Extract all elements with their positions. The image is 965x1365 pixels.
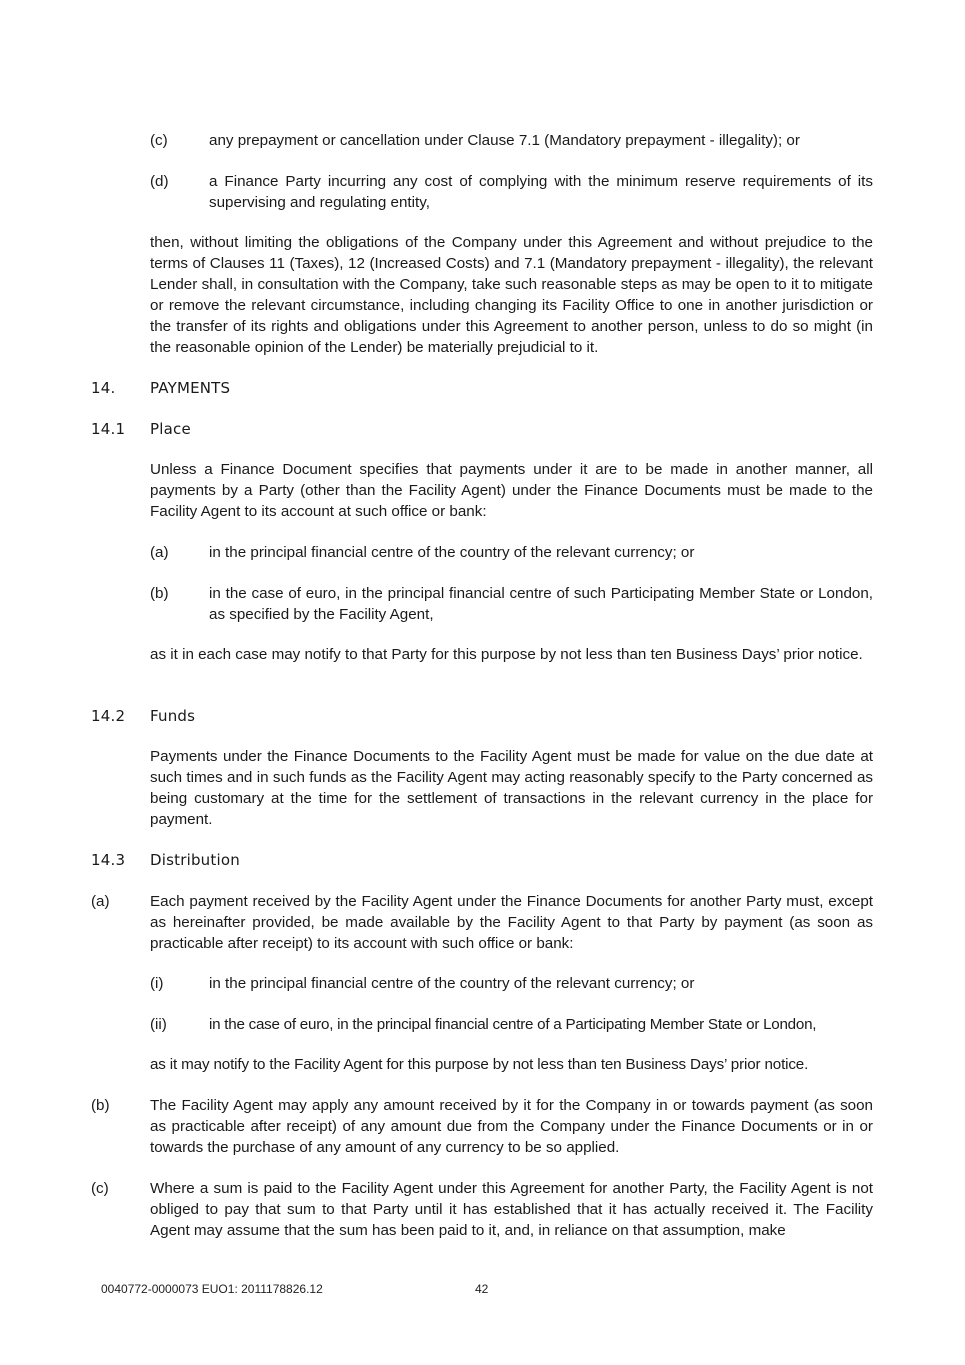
place-intro: Unless a Finance Document specifies that payments under it are to be made in another manner, all payments by a Party (other than the Facility Agent) under the Finance Documents must be made to the Facility Agent to its account at such office or bank: (150, 461, 873, 520)
distribution-label-b: (b) (91, 1097, 110, 1114)
subsection-title-place: Place (150, 420, 191, 438)
distribution-sub-text-ii: in the case of euro, in the principal financial centre of a Participating Member State or London, (209, 1016, 817, 1033)
place-item-label-a: (a) (150, 544, 169, 561)
distribution-sub-label-i: (i) (150, 975, 164, 992)
then-paragraph: then, without limiting the obligations of the Company under this Agreement and without prejudice to the terms of Clauses 11 (Taxes), 12 (Increased Costs) and 7.1 (Mandatory prepayment - illegality), the relevant Lender shall, in consultation with the Company, take such reasonable steps as may be open to it to mitigate or remove the relevant circumstance, including changing its Facility Office to one in another jurisdiction or the transfer of its rights and obligations under this Agreement to another person, unless to do so might (in the reasonable opinion of the Lender) be materially prejudicial to it. (150, 234, 873, 356)
distribution-label-a: (a) (91, 893, 110, 910)
item-text-d: a Finance Party incurring any cost of complying with the minimum reserve requirements of its supervising and regulating entity, (209, 173, 873, 211)
subsection-number-14-3: 14.3 (91, 851, 126, 869)
subsection-title-distribution: Distribution (150, 851, 240, 869)
place-closing: as it in each case may notify to that Party for this purpose by not less than ten Business Days’ prior notice. (150, 646, 863, 663)
distribution-text-b: The Facility Agent may apply any amount received by it for the Company in or towards payment (as soon as practicable after receipt) of any amount due from the Company under the Finance Documents or in or towards the purchase of any amount of any currency to be so applied. (150, 1097, 873, 1156)
distribution-text-c: Where a sum is paid to the Facility Agent under this Agreement for another Party, the Facility Agent is not obliged to pay that sum to that Party until it has established that it has actually received it. The Facility Agent may assume that the sum has been paid to it, and, in reliance on that assumption, make (150, 1180, 873, 1239)
subsection-number-14-2: 14.2 (91, 707, 126, 725)
footer-doc-ref: 0040772-0000073 EUO1: 2011178826.12 (101, 1282, 323, 1296)
distribution-sub-label-ii: (ii) (150, 1016, 167, 1033)
funds-paragraph: Payments under the Finance Documents to the Facility Agent must be made for value on the due date at such times and in such funds as the Facility Agent may acting reasonably specify to the Party concerned as being customary at the time for the settlement of transactions in the relevant currency in the place for payment. (150, 748, 873, 828)
footer-page-number: 42 (475, 1282, 489, 1296)
distribution-text-a: Each payment received by the Facility Agent under the Finance Documents for another Party must, except as hereinafter provided, be made available by the Facility Agent to that Party by payment (as soon as practicable after receipt) to its account with such office or bank: (150, 893, 873, 952)
item-label-d: (d) (150, 173, 169, 190)
item-label-c: (c) (150, 132, 168, 149)
place-item-text-a: in the principal financial centre of the country of the relevant currency; or (209, 544, 695, 561)
section-title: PAYMENTS (150, 379, 231, 397)
place-item-label-b: (b) (150, 585, 169, 602)
section-number: 14. (91, 379, 116, 397)
distribution-sub-text-i: in the principal financial centre of the country of the relevant currency; or (209, 975, 695, 992)
subsection-number-14-1: 14.1 (91, 420, 126, 438)
place-item-text-b: in the case of euro, in the principal financial centre of such Participating Member State or London, as specified by the Facility Agent, (209, 585, 873, 623)
item-text-c: any prepayment or cancellation under Clause 7.1 (Mandatory prepayment - illegality); or (209, 132, 800, 149)
subsection-title-funds: Funds (150, 707, 196, 725)
distribution-a-closing: as it may notify to the Facility Agent for this purpose by not less than ten Business Days’ prior notice. (150, 1056, 809, 1073)
distribution-label-c: (c) (91, 1180, 109, 1197)
